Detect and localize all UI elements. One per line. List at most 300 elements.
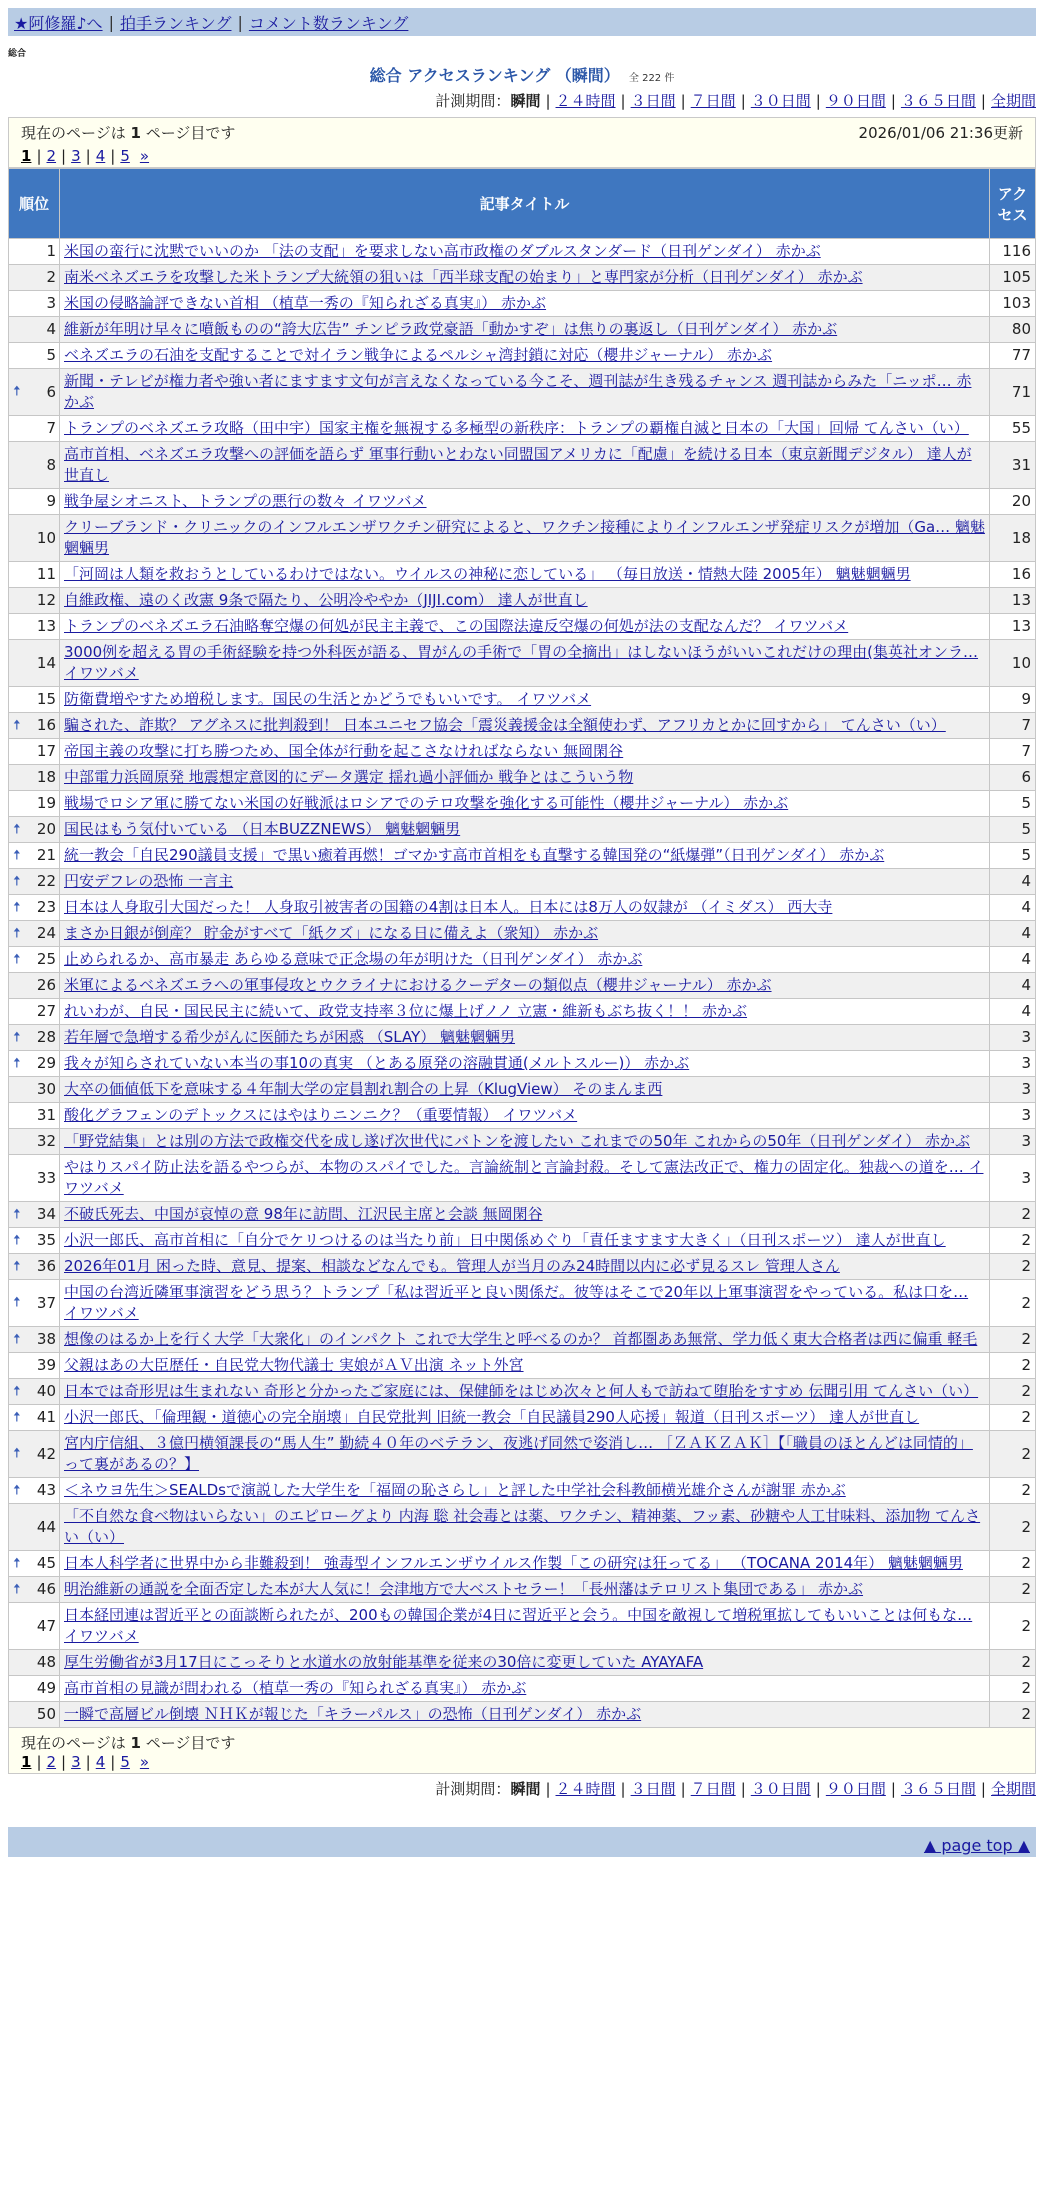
article-link[interactable]: 宮内庁信組、３億円横領課長の“馬人生” 勤続４０年のベテラン、夜逃げ同然で姿消し… ［ＺＡＫＺＡＫ］【「職員のほとんどは同情的」って裏があるの？】 <box>64 1434 973 1473</box>
pager-separator: | <box>61 1753 67 1771</box>
rank-cell <box>9 640 60 687</box>
period-current: 瞬間 <box>510 1780 541 1798</box>
rank-cell <box>9 713 60 739</box>
article-link[interactable]: トランプのベネズエラ攻略（田中宇）国家主権を無視する多極型の新秩序：トランプの覇権自滅と日本の「大国」回帰 てんさい（い） <box>64 419 969 437</box>
rank-number: 37 <box>36 1293 56 1312</box>
table-row <box>9 1155 1036 1202</box>
title-cell <box>60 1103 990 1129</box>
article-link[interactable]: 中国の台湾近隣軍事演習をどう思う？トランプ「私は習近平と良い関係だ。彼等はそこで20年以上軍事演習をやっている。私は口を… イワツバメ <box>64 1283 969 1322</box>
access-count: 31 <box>990 442 1036 489</box>
article-link[interactable]: 円安デフレの恐怖 一言主 <box>64 872 234 890</box>
title-cell <box>60 1603 990 1650</box>
rank-number: 50 <box>36 1705 56 1723</box>
title-cell <box>60 1577 990 1603</box>
current-page-text <box>21 122 235 143</box>
item-count: 全 222 件 <box>628 73 675 84</box>
title-cell <box>60 817 990 843</box>
rank-number: 1 <box>46 242 56 260</box>
article-link[interactable]: 戦争屋シオニスト、トランプの悪行の数々 イワツバメ <box>64 492 427 510</box>
rank-cell <box>9 1504 60 1551</box>
title-cell <box>60 1353 990 1379</box>
access-count: 7 <box>990 739 1036 765</box>
pager-separator: | <box>36 147 42 165</box>
article-link[interactable]: 「不自然な食べ物はいらない」のエピローグより 内海 聡 社会毒とは薬、ワクチン、精神薬、フッ素、砂糖や人工甘味料、添加物 てんさい（い） <box>64 1507 981 1546</box>
rank-cell <box>9 947 60 973</box>
title-cell <box>60 1280 990 1327</box>
access-count: 105 <box>990 265 1036 291</box>
rank-number: 24 <box>36 924 56 942</box>
rank-number: 15 <box>36 690 56 708</box>
article-link[interactable]: 国民はもう気付いている （日本BUZZNEWS） 魑魅魍魎男 <box>64 820 461 838</box>
article-link[interactable]: 日本では奇形児は生まれない 奇形と分かったご家庭には、保健師をはじめ次々と何人もで訪ねて堕胎をすすめ 伝聞引用 てんさい（い） <box>64 1382 979 1400</box>
nav-separator: | <box>108 12 114 32</box>
article-link[interactable]: 米国の蛮行に沈黙でいいのか 「法の支配」を要求しない高市政権のダブルスタンダード（日刊ゲンダイ） 赤かぶ <box>64 242 821 260</box>
article-link[interactable]: 高市首相、ベネズエラ攻撃への評価を語らず 軍事行動いとわない同盟国アメリカに「配慮」を続ける日本（東京新聞デジタル） 達人が世直し <box>64 445 972 484</box>
rank-cell <box>9 1676 60 1702</box>
page-suffix: ページ目です <box>140 1734 236 1752</box>
article-link[interactable]: 「野党結集」とは別の方法で政権交代を成し遂げ次世代にバトンを渡したい これまでの50年 これからの50年（日刊ゲンダイ） 赤かぶ <box>64 1132 970 1150</box>
table-row <box>9 1379 1036 1405</box>
rank-number: 6 <box>46 382 56 401</box>
rank-number: 11 <box>36 565 56 583</box>
pager-bottom <box>21 1753 1023 1771</box>
access-count: 2 <box>990 1280 1036 1327</box>
period-link[interactable]: ３６５日間 <box>900 1780 976 1798</box>
access-count: 7 <box>990 713 1036 739</box>
rank-number: 5 <box>46 346 56 364</box>
period-separator: | <box>890 1780 896 1798</box>
rank-cell <box>9 1577 60 1603</box>
rank-cell <box>9 1702 60 1728</box>
rank-cell <box>9 973 60 999</box>
title-cell <box>60 1129 990 1155</box>
article-link[interactable]: 中部電力浜岡原発 地震想定意図的にデータ選定 揺れ過小評価か 戦争とはこういう物 <box>64 768 634 786</box>
arrow-up-icon: 🠅 <box>13 873 21 889</box>
title-cell <box>60 1228 990 1254</box>
article-link[interactable]: 米国の侵略論評できない首相 （植草一秀の『知られざる真実』） 赤かぶ <box>64 294 547 312</box>
rank-number: 9 <box>46 492 56 510</box>
access-count: 55 <box>990 416 1036 442</box>
title-cell <box>60 562 990 588</box>
table-row <box>9 791 1036 817</box>
period-separator: | <box>620 92 626 110</box>
table-row <box>9 1202 1036 1228</box>
table-row <box>9 999 1036 1025</box>
title-cell <box>60 343 990 369</box>
period-separator: | <box>620 1780 626 1798</box>
article-link[interactable]: 厚生労働省が3月17日にこっそりと水道水の放射能基準を従来の30倍に変更していた AYAYAFA <box>64 1653 704 1671</box>
period-current: 瞬間 <box>510 92 541 110</box>
table-row <box>9 869 1036 895</box>
access-count: 13 <box>990 588 1036 614</box>
title-cell <box>60 1702 990 1728</box>
arrow-up-icon: 🠅 <box>13 899 21 915</box>
access-count: 2 <box>990 1405 1036 1431</box>
article-link[interactable]: 3000例を超える胃の手術経験を持つ外科医が語る、胃がんの手術で「胃の全摘出」はしないほうがいいこれだけの理由(集英社オンラ… イワツバメ <box>64 643 979 682</box>
article-link[interactable]: 大卒の価値低下を意味する４年制大学の定員割れ割合の上昇（KlugView） そのまんま西 <box>64 1080 663 1098</box>
article-link[interactable]: 日本人科学者に世界中から非難殺到！ 強毒型インフルエンザウイルス作製「この研究は狂ってる」 （TOCANA 2014年） 魑魅魍魎男 <box>64 1554 963 1572</box>
table-row <box>9 343 1036 369</box>
pager-page-link[interactable]: 2 <box>46 147 57 165</box>
rank-number: 28 <box>36 1028 56 1046</box>
rank-number: 3 <box>46 294 56 312</box>
title-cell <box>60 588 990 614</box>
arrow-up-icon: 🠅 <box>13 1409 21 1425</box>
access-count: 3 <box>990 1051 1036 1077</box>
title-cell <box>60 416 990 442</box>
rank-cell <box>9 687 60 713</box>
article-link[interactable]: 統一教会「自民290議員支援」で黒い癒着再燃！ゴマかす高市首相をも直撃する韓国発の“紙爆弾”（日刊ゲンダイ） 赤かぶ <box>64 846 885 864</box>
rank-number: 13 <box>36 617 56 635</box>
period-link[interactable]: ９０日間 <box>825 92 886 110</box>
arrow-up-icon: 🠅 <box>13 717 21 733</box>
period-link[interactable]: ３日間 <box>630 1780 676 1798</box>
article-link[interactable]: まさか日銀が倒産？ 貯金がすべて「紙クズ」になる日に備えよ（衆知） 赤かぶ <box>64 924 599 942</box>
arrow-up-icon: 🠅 <box>13 951 21 967</box>
table-row <box>9 442 1036 489</box>
period-selector-bottom <box>0 1778 1036 1799</box>
access-count: 4 <box>990 895 1036 921</box>
table-row <box>9 1603 1036 1650</box>
table-row <box>9 1353 1036 1379</box>
period-link[interactable]: ９０日間 <box>825 1780 886 1798</box>
rank-number: 43 <box>36 1481 56 1499</box>
rank-number: 38 <box>36 1330 56 1348</box>
pager-page-link[interactable]: 2 <box>46 1753 57 1771</box>
article-link[interactable]: 維新が年明け早々に噴飯ものの“誇大広告” チンピラ政党豪語「動かすぞ」は焦りの裏返し（日刊ゲンダイ） 赤かぶ <box>64 320 838 338</box>
rank-cell <box>9 1155 60 1202</box>
article-link[interactable]: クリーブランド・クリニックのインフルエンザワクチン研究によると、ワクチン接種によりインフルエンザ発症リスクが増加（Ga… 魑魅魍魎男 <box>64 518 985 557</box>
rank-number: 20 <box>36 820 56 838</box>
access-count: 2 <box>990 1254 1036 1280</box>
article-link[interactable]: やはりスパイ防止法を語るやつらが、本物のスパイでした。言論統制と言論封殺。そして憲法改正で、権力の固定化。独裁への道を… イワツバメ <box>64 1158 984 1197</box>
article-link[interactable]: 止められるか、高市暴走 あらゆる意味で正念場の年が明けた（日刊ゲンダイ） 赤かぶ <box>64 950 643 968</box>
table-row <box>9 843 1036 869</box>
title-cell <box>60 1025 990 1051</box>
pager-separator: | <box>36 1753 42 1771</box>
access-count: 3 <box>990 1155 1036 1202</box>
period-selector-top <box>0 90 1036 111</box>
table-row <box>9 1431 1036 1478</box>
clap-ranking-link[interactable]: 拍手ランキング <box>119 13 232 33</box>
rank-cell <box>9 791 60 817</box>
arrow-up-icon: 🠅 <box>13 1206 21 1222</box>
article-link[interactable]: 2026年01月 困った時、意見、提案、相談などなんでも。管理人が当月のみ24時間以内に必ず見るスレ 管理人さん <box>64 1257 840 1275</box>
article-link[interactable]: 若年層で急増する希少がんに医師たちが困惑 （SLAY） 魑魅魍魎男 <box>64 1028 516 1046</box>
article-link[interactable]: 騙された、詐欺？ アグネスに批判殺到！ 日本ユニセフ協会「震災義援金は全額使わず、アフリカとかに回すから」 てんさい（い） <box>64 716 946 734</box>
rank-cell <box>9 1025 60 1051</box>
rank-number: 40 <box>36 1382 56 1400</box>
page-info-bottom <box>8 1728 1036 1774</box>
table-row <box>9 765 1036 791</box>
table-row <box>9 1551 1036 1577</box>
arrow-up-icon: 🠅 <box>13 1055 21 1071</box>
access-count: 4 <box>990 869 1036 895</box>
article-link[interactable]: 高市首相の見識が問われる（植草一秀の『知られざる真実』） 赤かぶ <box>64 1679 527 1697</box>
access-count: 13 <box>990 614 1036 640</box>
access-count: 3 <box>990 1103 1036 1129</box>
comment-ranking-link[interactable]: コメント数ランキング <box>248 13 409 33</box>
table-row <box>9 1025 1036 1051</box>
rank-number: 31 <box>36 1106 56 1124</box>
period-link[interactable]: ３日間 <box>630 92 676 110</box>
access-count: 116 <box>990 239 1036 265</box>
period-link[interactable]: ３０日間 <box>750 1780 811 1798</box>
title-cell <box>60 869 990 895</box>
rank-cell <box>9 765 60 791</box>
rank-cell <box>9 614 60 640</box>
pager-page-link[interactable]: 4 <box>95 1753 106 1771</box>
article-link[interactable]: 明治維新の通説を全面否定した本が大人気に！会津地方で大ベストセラー！「長州藩はテロリスト集団である」 赤かぶ <box>64 1580 864 1598</box>
rank-cell <box>9 1327 60 1353</box>
article-link[interactable]: 米軍によるベネズエラへの軍事侵攻とウクライナにおけるクーデターの類似点（櫻井ジャーナル） 赤かぶ <box>64 976 772 994</box>
access-count: 2 <box>990 1228 1036 1254</box>
period-separator: | <box>680 92 686 110</box>
arrow-up-icon: 🠅 <box>13 1331 21 1347</box>
access-count: 2 <box>990 1504 1036 1551</box>
page-prefix: 現在のページは <box>21 1734 131 1752</box>
article-link[interactable]: 帝国主義の攻撃に打ち勝つため、国全体が行動を起こさなければならない 無岡閑谷 <box>64 742 624 760</box>
article-link[interactable]: 自維政権、遠のく改憲 9条で隔たり、公明冷ややか（JIJI.com） 達人が世直し <box>64 591 588 609</box>
rank-cell <box>9 1077 60 1103</box>
access-count: 2 <box>990 1431 1036 1478</box>
rank-number: 36 <box>36 1257 56 1275</box>
arrow-up-icon: 🠅 <box>13 1445 21 1462</box>
title-cell <box>60 739 990 765</box>
rank-number: 46 <box>36 1580 56 1598</box>
rank-number: 21 <box>36 846 56 864</box>
access-count: 4 <box>990 947 1036 973</box>
period-link[interactable]: 全期間 <box>990 92 1036 110</box>
table-row <box>9 1577 1036 1603</box>
article-link[interactable]: 酸化グラフェンのデトックスにはやはりニンニク？（重要情報） イワツバメ <box>64 1106 578 1124</box>
pager-separator: | <box>61 147 67 165</box>
table-row <box>9 369 1036 416</box>
title-cell <box>60 687 990 713</box>
rank-cell <box>9 999 60 1025</box>
pager-page-link[interactable]: 5 <box>120 147 130 165</box>
article-link[interactable]: 我々が知らされていない本当の事10の真実 （とある原発の溶融貫通(メルトスルー)） 赤かぶ <box>64 1054 690 1072</box>
rank-number: 29 <box>36 1054 56 1072</box>
updated-timestamp: 2026/01/06 21:36更新 <box>858 124 1023 142</box>
rank-cell <box>9 1353 60 1379</box>
title-header: 記事タイトル <box>60 169 990 239</box>
article-link[interactable]: れいわが、自民・国民民主に続いて、政党支持率３位に爆上げノノ 立憲・維新もぶち抜く！！ 赤かぶ <box>64 1002 748 1020</box>
title-cell <box>60 239 990 265</box>
article-link[interactable]: トランプのベネズエラ石油略奪空爆の何処が民主主義で、この国際法違反空爆の何処が法の支配なんだ？ イワツバメ <box>64 617 849 635</box>
title-cell <box>60 713 990 739</box>
article-link[interactable]: 新聞・テレビが権力者や強い者にますます文句が言えなくなっている今こそ、週刊誌が生き残るチャンス 週刊誌からみた「ニッポ… 赤かぶ <box>64 372 972 411</box>
article-link[interactable]: 防衛費増やすため増税します。国民の生活とかどうでもいいです。 イワツバメ <box>64 690 592 708</box>
article-link[interactable]: ＜ネウヨ先生＞SEALDsで演説した大学生を「福岡の恥さらし」と評した中学社会科教師横光雄介さんが謝罪 赤かぶ <box>64 1481 846 1499</box>
rank-number: 27 <box>36 1002 56 1020</box>
article-link[interactable]: 不破氏死去、中国が哀悼の意 98年に訪問、江沢民主席と会談 無岡閑谷 <box>64 1205 543 1223</box>
period-link[interactable]: ７日間 <box>690 1780 736 1798</box>
access-header: アクセス <box>990 169 1036 239</box>
rank-cell <box>9 1129 60 1155</box>
article-link[interactable]: 日本経団連は習近平との面談断られたが、200もの韓国企業が4日に習近平と会う。中国を敵視して増税軍拡してもいいことは何もな… イワツバメ <box>64 1606 973 1645</box>
rank-cell <box>9 1379 60 1405</box>
title-cell <box>60 1676 990 1702</box>
period-link[interactable]: ７日間 <box>690 92 736 110</box>
article-link[interactable]: 日本は人身取引大国だった！ 人身取引被害者の国籍の4割は日本人。日本には8万人の奴隷が （イミダス） 西大寺 <box>64 898 833 916</box>
rank-number: 49 <box>36 1679 56 1697</box>
ranking-title: 総合 アクセスランキング （瞬間） <box>369 66 620 85</box>
title-cell <box>60 999 990 1025</box>
article-link[interactable]: 想像のはるか上を行く大学「大衆化」のインパクト これで大学生と呼べるのか？ 首都圏ああ無常、学力低く東大合格者は西に偏重 軽毛 <box>64 1330 978 1348</box>
title-cell <box>60 515 990 562</box>
rank-cell <box>9 1254 60 1280</box>
pager-page-link[interactable]: 3 <box>71 147 81 165</box>
title-cell <box>60 921 990 947</box>
table-row <box>9 416 1036 442</box>
table-row <box>9 713 1036 739</box>
rank-number: 14 <box>36 653 56 672</box>
rank-cell <box>9 1478 60 1504</box>
table-row <box>9 515 1036 562</box>
access-count: 2 <box>990 1551 1036 1577</box>
pager-page-link[interactable]: 5 <box>120 1753 130 1771</box>
pager-next-link[interactable]: » <box>139 147 150 165</box>
arrow-up-icon: 🠅 <box>13 1482 21 1498</box>
article-link[interactable]: 一瞬で高層ビル倒壊 ＮＨＫが報じた「キラーパルス」の恐怖（日刊ゲンダイ） 赤かぶ <box>64 1705 642 1723</box>
rank-cell <box>9 1051 60 1077</box>
title-cell <box>60 317 990 343</box>
period-link[interactable]: ２４時間 <box>555 92 616 110</box>
title-cell <box>60 1478 990 1504</box>
page-number: 1 <box>130 124 141 142</box>
rank-number: 19 <box>36 794 56 812</box>
table-row <box>9 562 1036 588</box>
rank-cell <box>9 869 60 895</box>
table-row <box>9 921 1036 947</box>
article-link[interactable]: 小沢一郎氏、高市首相に「自分でケリつけるのは当たり前」日中関係めぐり「責任ますます大きく」（日刊スポーツ） 達人が世直し <box>64 1231 946 1249</box>
table-row <box>9 1702 1036 1728</box>
title-cell <box>60 640 990 687</box>
rank-number: 47 <box>36 1616 56 1635</box>
access-count: 77 <box>990 343 1036 369</box>
site-home-link[interactable]: ★阿修羅♪へ <box>14 13 103 33</box>
access-count: 5 <box>990 791 1036 817</box>
period-separator: | <box>680 1780 686 1798</box>
rank-number: 39 <box>36 1356 56 1374</box>
period-link[interactable]: ３０日間 <box>750 92 811 110</box>
period-label: 計測期間： <box>435 1780 511 1798</box>
rank-cell <box>9 416 60 442</box>
access-count: 20 <box>990 489 1036 515</box>
pager-separator: | <box>85 147 91 165</box>
access-count: 3 <box>990 1129 1036 1155</box>
period-link[interactable]: ３６５日間 <box>900 92 976 110</box>
table-row <box>9 817 1036 843</box>
article-link[interactable]: 「河岡は人類を救おうとしているわけではない。ウイルスの神秘に恋している」 （毎日放送・情熱大陸 2005年） 魑魅魍魎男 <box>64 565 911 583</box>
access-count: 10 <box>990 640 1036 687</box>
title-cell <box>60 843 990 869</box>
rank-number: 16 <box>36 716 56 734</box>
rank-cell <box>9 739 60 765</box>
rank-cell <box>9 291 60 317</box>
table-row <box>9 265 1036 291</box>
period-link[interactable]: 全期間 <box>990 1780 1036 1798</box>
category-label: 総合 <box>8 49 27 59</box>
access-count: 2 <box>990 1676 1036 1702</box>
title-cell <box>60 791 990 817</box>
article-link[interactable]: 南米ベネズエラを攻撃した米トランプ大統領の狙いは「西半球支配の始まり」と専門家が分析（日刊ゲンダイ） 赤かぶ <box>64 268 863 286</box>
rank-cell <box>9 1103 60 1129</box>
access-count: 2 <box>990 1327 1036 1353</box>
rank-cell <box>9 1405 60 1431</box>
pager-next-link[interactable]: » <box>139 1753 150 1771</box>
article-link[interactable]: ベネズエラの石油を支配することで対イラン戦争によるペルシャ湾封鎖に対応（櫻井ジャーナル） 赤かぶ <box>64 346 773 364</box>
pager-page-link[interactable]: 4 <box>95 147 106 165</box>
rank-number: 25 <box>36 950 56 968</box>
table-row <box>9 739 1036 765</box>
title-cell <box>60 1379 990 1405</box>
access-count: 4 <box>990 921 1036 947</box>
article-link[interactable]: 父親はあの大臣歴任・自民党大物代議士 実娘がＡＶ出演 ネット外宮 <box>64 1356 524 1374</box>
rank-number: 42 <box>36 1444 56 1463</box>
title-cell <box>60 1431 990 1478</box>
access-count: 2 <box>990 1202 1036 1228</box>
access-count: 103 <box>990 291 1036 317</box>
page-number: 1 <box>130 1734 141 1752</box>
rank-number: 45 <box>36 1554 56 1572</box>
table-row <box>9 640 1036 687</box>
access-count: 3 <box>990 1025 1036 1051</box>
access-count: 16 <box>990 562 1036 588</box>
rank-number: 8 <box>46 455 56 474</box>
title-cell <box>60 614 990 640</box>
footer-bar <box>8 1827 1036 1857</box>
rank-cell <box>9 489 60 515</box>
title-cell <box>60 1202 990 1228</box>
arrow-up-icon: 🠅 <box>13 847 21 863</box>
period-separator: | <box>815 92 821 110</box>
rank-cell <box>9 843 60 869</box>
pager-page-link[interactable]: 3 <box>71 1753 81 1771</box>
table-row <box>9 1280 1036 1327</box>
access-count: 2 <box>990 1702 1036 1728</box>
access-count: 3 <box>990 1077 1036 1103</box>
rank-number: 26 <box>36 976 56 994</box>
table-row <box>9 489 1036 515</box>
page-top-link[interactable]: ▲ page top ▲ <box>923 1836 1030 1855</box>
table-row <box>9 1129 1036 1155</box>
pager-current-page: 1 <box>21 147 32 165</box>
arrow-up-icon: 🠅 <box>13 1581 21 1597</box>
pager-separator: | <box>110 1753 116 1771</box>
pager-top <box>21 147 1023 165</box>
access-count: 2 <box>990 1478 1036 1504</box>
rank-cell <box>9 369 60 416</box>
period-link[interactable]: ２４時間 <box>555 1780 616 1798</box>
rank-cell <box>9 317 60 343</box>
table-row <box>9 973 1036 999</box>
rank-number: 7 <box>46 419 56 437</box>
rank-cell <box>9 895 60 921</box>
table-row <box>9 614 1036 640</box>
article-link[interactable]: 小沢一郎氏、「倫理観・道徳心の完全崩壊」自民党批判 旧統一教会「自民議員290人応援」報道（日刊スポーツ） 達人が世直し <box>64 1408 920 1426</box>
article-link[interactable]: 戦場でロシア軍に勝てない米国の好戦派はロシアでのテロ攻撃を強化する可能性（櫻井ジャーナル） 赤かぶ <box>64 794 789 812</box>
period-separator: | <box>740 1780 746 1798</box>
table-row <box>9 1228 1036 1254</box>
access-count: 2 <box>990 1353 1036 1379</box>
period-label: 計測期間： <box>435 92 511 110</box>
rank-cell <box>9 588 60 614</box>
access-count: 5 <box>990 843 1036 869</box>
rank-cell <box>9 1650 60 1676</box>
title-cell <box>60 765 990 791</box>
